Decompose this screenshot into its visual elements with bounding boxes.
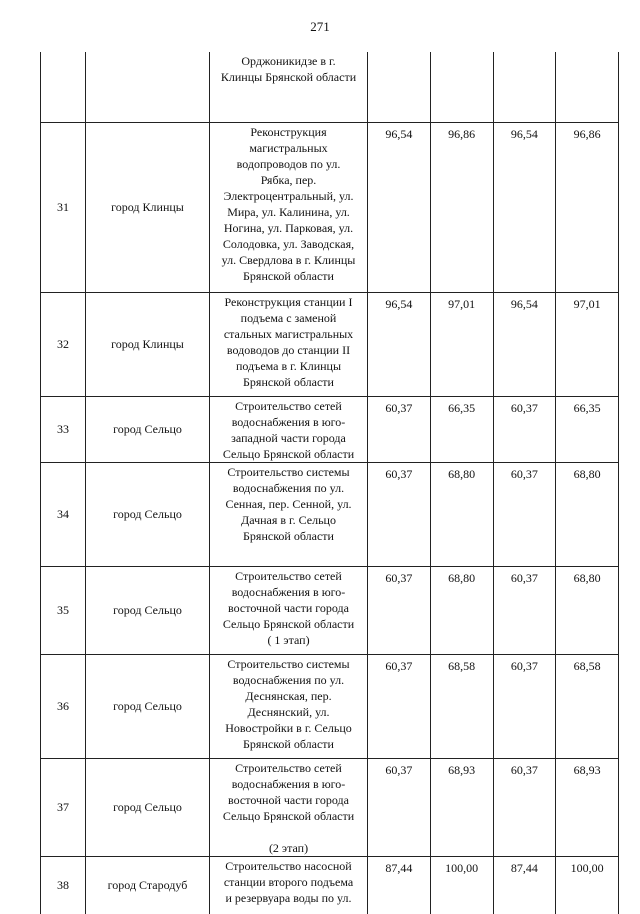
page-number: 271 bbox=[310, 19, 330, 34]
value-cell: 60,37 bbox=[493, 566, 556, 654]
description-line: водоснабжения в юго- bbox=[231, 584, 346, 599]
city-cell: город Сельцо bbox=[86, 758, 210, 856]
description-line: водопроводов по ул. bbox=[236, 156, 341, 171]
row-number-cell: 36 bbox=[41, 654, 86, 758]
description-line: Реконструкция bbox=[250, 124, 327, 139]
value-cell: 66,35 bbox=[430, 396, 493, 462]
description-line: Реконструкция станции I bbox=[224, 294, 353, 309]
city-cell: город Клинцы bbox=[86, 122, 210, 292]
city-cell: город Стародуб bbox=[86, 856, 210, 914]
value-cell: 87,44 bbox=[368, 856, 431, 914]
value-cell: 96,54 bbox=[368, 292, 431, 396]
description-cell bbox=[210, 462, 368, 566]
description-line: подъема в г. Клинцы bbox=[235, 358, 342, 373]
value-cell: 68,58 bbox=[430, 654, 493, 758]
value-cell: 68,93 bbox=[556, 758, 619, 856]
description-line: Деснянский, ул. bbox=[247, 704, 330, 719]
investment-table bbox=[40, 52, 619, 914]
row-number-cell: 35 bbox=[41, 566, 86, 654]
value-cell: 68,93 bbox=[430, 758, 493, 856]
city-cell: город Сельцо bbox=[86, 654, 210, 758]
value-cell: 96,86 bbox=[556, 122, 619, 292]
row-number-cell bbox=[41, 52, 86, 122]
description-cell bbox=[210, 396, 368, 462]
description-line: Строительство сетей bbox=[235, 398, 342, 413]
value-cell bbox=[368, 52, 431, 122]
description-line: станции второго подъема bbox=[223, 874, 354, 889]
description-line: Клинцы Брянской области bbox=[220, 70, 357, 84]
description-line: Сельцо Брянской области bbox=[222, 446, 355, 461]
description-line: Дачная в г. Сельцо bbox=[241, 512, 336, 527]
description-line: Строительство системы bbox=[227, 656, 350, 671]
description-line: водоснабжения в юго- bbox=[231, 776, 346, 791]
city-cell bbox=[86, 52, 210, 122]
description-line: Деснянская, пер. bbox=[245, 688, 332, 703]
value-cell: 97,01 bbox=[556, 292, 619, 396]
table-row bbox=[41, 856, 619, 914]
value-cell: 68,80 bbox=[556, 462, 619, 566]
description-line: водоснабжения по ул. bbox=[232, 480, 345, 495]
description-line: стальных магистральных bbox=[223, 326, 354, 341]
table-row bbox=[41, 462, 619, 566]
value-cell bbox=[556, 52, 619, 122]
description-line: Сенная, пер. Сенной, ул. bbox=[225, 496, 352, 511]
description-line: Брянской области bbox=[243, 374, 334, 389]
value-cell: 60,37 bbox=[368, 758, 431, 856]
table-row bbox=[41, 292, 619, 396]
description-line: Брянской области bbox=[243, 528, 334, 543]
row-number-cell: 33 bbox=[41, 396, 86, 462]
table-body bbox=[41, 52, 619, 914]
description-line: Новостройки в г. Сельцо bbox=[225, 720, 352, 735]
description-line: водоснабжения по ул. bbox=[232, 672, 345, 687]
description-line: Строительство сетей bbox=[235, 568, 342, 583]
value-cell bbox=[430, 52, 493, 122]
value-cell: 60,37 bbox=[493, 462, 556, 566]
value-cell bbox=[493, 52, 556, 122]
description-cell bbox=[210, 122, 368, 292]
value-cell: 60,37 bbox=[368, 654, 431, 758]
value-cell: 68,80 bbox=[430, 566, 493, 654]
row-number-cell: 34 bbox=[41, 462, 86, 566]
description-line: водоснабжения в юго- bbox=[231, 414, 346, 429]
description-line: Рябка, пер. bbox=[260, 172, 317, 187]
value-cell: 96,54 bbox=[493, 292, 556, 396]
description-line: Электроцентральный, ул. bbox=[223, 188, 354, 203]
description-line: подъема с заменой bbox=[240, 310, 337, 325]
description-line: восточной части города bbox=[228, 792, 349, 807]
value-cell: 60,37 bbox=[368, 396, 431, 462]
table-row bbox=[41, 758, 619, 856]
description-line: водоводов до станции II bbox=[226, 342, 351, 357]
row-number-cell: 31 bbox=[41, 122, 86, 292]
value-cell: 96,54 bbox=[368, 122, 431, 292]
description-line: Солодовка, ул. Заводская, bbox=[222, 236, 355, 251]
row-number-cell: 32 bbox=[41, 292, 86, 396]
description-cell bbox=[210, 654, 368, 758]
description-line: Брянской области bbox=[243, 736, 334, 751]
value-cell: 60,37 bbox=[368, 566, 431, 654]
description-line: Строительство насосной bbox=[225, 858, 352, 873]
table-row bbox=[41, 396, 619, 462]
value-cell: 100,00 bbox=[430, 856, 493, 914]
description-line: Строительство системы bbox=[227, 464, 350, 479]
description-cell bbox=[210, 566, 368, 654]
value-cell: 97,01 bbox=[430, 292, 493, 396]
description-line: Строительство сетей bbox=[235, 760, 342, 775]
city-cell: город Клинцы bbox=[86, 292, 210, 396]
description-line: Ногина, ул. Парковая, ул. bbox=[223, 220, 354, 235]
description-line: Мира, ул. Калинина, ул. bbox=[227, 204, 350, 219]
value-cell: 66,35 bbox=[556, 396, 619, 462]
value-cell: 68,80 bbox=[556, 566, 619, 654]
description-line: Сельцо Брянской области bbox=[222, 808, 355, 823]
description-line: ( 1 этап) bbox=[267, 632, 310, 647]
value-cell: 96,54 bbox=[493, 122, 556, 292]
value-cell: 100,00 bbox=[556, 856, 619, 914]
value-cell: 60,37 bbox=[493, 758, 556, 856]
description-cell bbox=[210, 758, 368, 856]
value-cell: 96,86 bbox=[430, 122, 493, 292]
description-cell bbox=[210, 856, 368, 914]
description-line: и резервуара воды по ул. bbox=[225, 890, 352, 905]
description-line: ул. Свердлова в г. Клинцы bbox=[221, 252, 356, 267]
value-cell: 68,58 bbox=[556, 654, 619, 758]
row-number-cell: 37 bbox=[41, 758, 86, 856]
description-line: западной части города bbox=[231, 430, 346, 445]
description-line: Сельцо Брянской области bbox=[222, 616, 355, 631]
description-stage: (2 этап) bbox=[268, 840, 309, 855]
city-cell: город Сельцо bbox=[86, 396, 210, 462]
table-row bbox=[41, 566, 619, 654]
table-row bbox=[41, 654, 619, 758]
row-number-cell: 38 bbox=[41, 856, 86, 914]
description-line: Брянской области bbox=[243, 268, 334, 283]
value-cell: 68,80 bbox=[430, 462, 493, 566]
description-line: магистральных bbox=[249, 140, 328, 155]
description-line: восточной части города bbox=[228, 600, 349, 615]
description-cell bbox=[210, 52, 368, 122]
value-cell: 60,37 bbox=[493, 396, 556, 462]
value-cell: 60,37 bbox=[368, 462, 431, 566]
value-cell: 60,37 bbox=[493, 654, 556, 758]
city-cell: город Сельцо bbox=[86, 462, 210, 566]
value-cell: 87,44 bbox=[493, 856, 556, 914]
description-cell bbox=[210, 292, 368, 396]
description-line: Орджоникидзе в г. bbox=[241, 54, 336, 68]
table-row-continuation bbox=[41, 52, 619, 122]
city-cell: город Сельцо bbox=[86, 566, 210, 654]
table-row bbox=[41, 122, 619, 292]
